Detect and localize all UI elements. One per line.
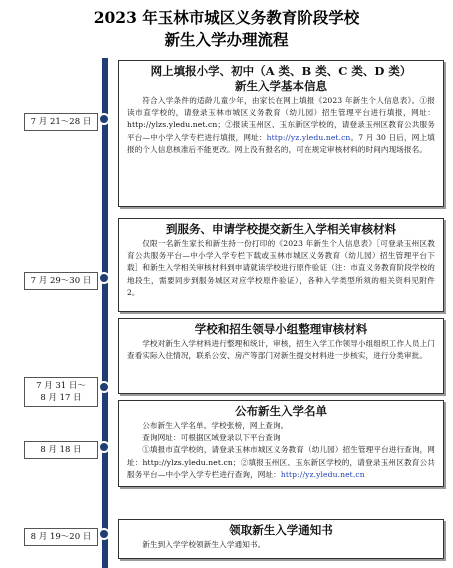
timeline-dot <box>98 272 110 284</box>
page-title-line2: 新生入学办理流程 <box>164 30 289 49</box>
page-title-line1: 2023 年玉林市城区义务教育阶段学校 <box>93 8 360 27</box>
timeline-dot <box>98 381 110 393</box>
timeline-bar <box>102 58 108 568</box>
step-body <box>119 94 443 156</box>
step-title: 领取新生入学通知书 <box>229 523 333 537</box>
timeline-dot <box>98 528 110 540</box>
step-body-text: ①填报市直学校的，请登录玉林市城区义务教育（幼儿园）招生管理平台进行查询，网址：http://ylzs.yledu.net.cn；②填报玉州区、玉东新区学校的，请登录玉州区教育公共服务平台—中小学入学专栏进行查询，网址： <box>127 445 435 479</box>
step-body: 学校对新生入学材料进行整理和统计，审核，招生入学工作领导小组组织工作人员上门查看实际入住情况，联系公安、房产等部门对新生提交材料进一步核实，进行分类审批。 <box>127 339 435 361</box>
step-date <box>24 377 98 407</box>
step-body-link[interactable]: http://yz.yledu.net.cn <box>266 132 351 142</box>
step-date: 8 月 18 日 <box>24 441 98 459</box>
step-body-link[interactable]: http://yz.yledu.net.cn <box>280 469 365 479</box>
timeline-dot <box>98 441 110 453</box>
step-body-text: 符合入学条件的适龄儿童少年，由家长在网上填报《2023 年新生个人信息表》。①报读市直学校的，请登录玉林市城区义务教育（幼儿园）招生管理平台进行填报，网址：http://ylzs.yledu.net.cn；②报读玉州区、玉东新区学校的，请登录玉州区教育公共服务平台—中小学入学专栏进行填报，网址： <box>127 96 435 142</box>
step-box-publish-list <box>118 400 444 487</box>
step-title: 到服务、申请学校提交新生入学相关审核材料 <box>166 222 396 236</box>
step-title-line: 网上填报小学、初中（A 类、B 类、C 类、D 类） <box>150 64 412 78</box>
step-body <box>119 419 443 481</box>
step-box-review-materials <box>118 318 444 394</box>
step-box-online-registration <box>118 60 444 207</box>
step-body-paragraph <box>127 444 435 481</box>
step-body-line: 查询网址：可根据区域登录以下平台查询 <box>142 433 281 443</box>
step-title <box>119 64 443 94</box>
step-date-line: 7 月 31 日～ <box>36 381 86 391</box>
step-body: 新生到入学学校领新生入学通知书。 <box>142 540 266 549</box>
step-date: 7 月 29～30 日 <box>24 272 98 290</box>
step-date: 7 月 21～28 日 <box>24 113 98 131</box>
step-title: 公布新生入学名单 <box>235 404 327 418</box>
step-date-line: 8 月 17 日 <box>40 393 82 403</box>
step-date: 8 月 19～20 日 <box>24 528 98 546</box>
step-body-line: 公布新生入学名单。学校张榜，网上查询。 <box>142 421 289 430</box>
step-box-submit-materials <box>118 218 444 312</box>
step-body: 仅限一名新生家长和新生持一份打印的《2023 年新生个人信息表》［可登录玉州区教育公共服务平台—中小学入学专栏下载或玉林市城区义务教育（幼儿园）招生管理平台下载］和新生入学相关审核材料到申请就读学校进行原件验证（注：市直义务教育阶段学校的地段生，需要同步到服务城区对应学校原件验证），各种入学类型所须的相关资料见附件 2。 <box>127 239 435 297</box>
step-box-admission-notice <box>118 519 444 559</box>
step-body-text: 。7 月 30 日后，网上填报的个人信息核准后不能更改。网上没有报名的，可在规定审核材料的时间内现场报名。 <box>127 132 435 154</box>
step-title-line: 新生入学基本信息 <box>235 79 327 93</box>
timeline-dot <box>98 113 110 125</box>
step-title: 学校和招生领导小组整理审核材料 <box>194 322 368 336</box>
